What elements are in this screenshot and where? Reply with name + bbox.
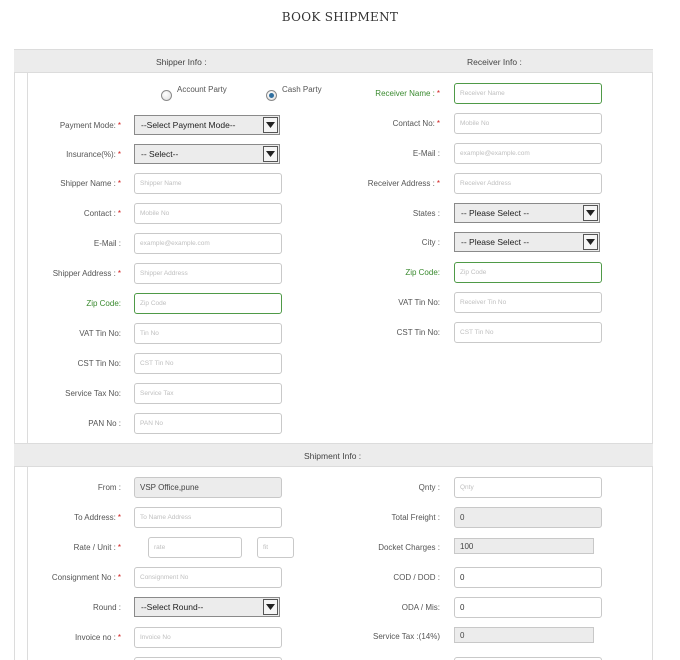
account-party-radio[interactable] (161, 85, 227, 101)
shipper-cst-input[interactable] (134, 353, 282, 374)
cod-dod-label: COD / DOD : (393, 573, 440, 582)
service-tax-no-input[interactable] (134, 383, 282, 404)
receiver-vat-input[interactable] (454, 292, 602, 313)
oda-mis-label: ODA / Mis: (401, 603, 440, 612)
receiver-contact-input[interactable] (454, 113, 602, 134)
rate-unit-label: Rate / Unit : * (73, 543, 121, 552)
states-select[interactable]: -- Please Select -- (454, 203, 600, 223)
dropdown-arrow-icon (263, 117, 278, 133)
consignment-no-label: Consignment No : * (51, 573, 121, 582)
payment-mode-label: Payment Mode: * (59, 121, 121, 130)
rate-input[interactable] (148, 537, 242, 558)
shipper-contact-input[interactable] (134, 203, 282, 224)
dropdown-arrow-icon (263, 146, 278, 162)
insurance-label: Insurance(%): * (66, 150, 121, 159)
shipment-info-heading: Shipment Info : (304, 451, 362, 461)
dropdown-arrow-icon (583, 234, 598, 250)
invoice-no-label: Invoice no : * (74, 633, 121, 642)
from-label: From : (97, 483, 121, 492)
account-party-label: Account Party (177, 85, 227, 94)
inner-divider-left (27, 73, 28, 443)
total-freight-input[interactable] (454, 507, 602, 528)
round-select[interactable]: --Select Round-- (134, 597, 280, 617)
shipper-contact-label: Contact : * (83, 209, 121, 218)
receiver-info-heading: Receiver Info : (467, 57, 522, 67)
round-label: Round : (92, 603, 121, 612)
shipment-section-header (14, 443, 653, 467)
receiver-name-label: Receiver Name : * (375, 89, 440, 98)
receiver-vat-label: VAT Tin No: (398, 298, 440, 307)
dropdown-arrow-icon (263, 599, 278, 615)
invoice-no-input[interactable] (134, 627, 282, 648)
shipper-email-input[interactable] (134, 233, 282, 254)
radio-icon (161, 90, 172, 101)
service-tax-label: Service Tax :(14%) (373, 632, 440, 641)
receiver-email-input[interactable] (454, 143, 602, 164)
shipper-name-input[interactable] (134, 173, 282, 194)
radio-selected-icon (266, 90, 277, 101)
total-freight-label: Total Freight : (391, 513, 440, 522)
page-title: BOOK SHIPMENT (281, 10, 399, 24)
receiver-cst-label: CST Tin No: (396, 328, 440, 337)
party-section-header (14, 49, 653, 73)
service-tax-input[interactable] (454, 627, 594, 643)
qnty-input[interactable] (454, 477, 602, 498)
from-input[interactable] (134, 477, 282, 498)
to-address-input[interactable] (134, 507, 282, 528)
receiver-zip-label: Zip Code: (405, 268, 440, 277)
shipper-name-label: Shipper Name : * (60, 179, 121, 188)
shipper-zip-input[interactable] (134, 293, 282, 314)
shipper-vat-input[interactable] (134, 323, 282, 344)
qnty-label: Qnty : (418, 483, 440, 492)
pan-no-input[interactable] (134, 413, 282, 434)
shipper-email-label: E-Mail : (93, 239, 121, 248)
cash-party-label: Cash Party (282, 85, 322, 94)
city-select[interactable]: -- Please Select -- (454, 232, 600, 252)
receiver-name-input[interactable] (454, 83, 602, 104)
docket-charges-input[interactable] (454, 538, 594, 554)
shipper-info-heading: Shipper Info : (156, 57, 207, 67)
shipper-address-label: Shipper Address : * (52, 269, 121, 278)
shipper-cst-label: CST Tin No: (77, 359, 121, 368)
cod-dod-input[interactable] (454, 567, 602, 588)
receiver-cst-input[interactable] (454, 322, 602, 343)
pan-no-label: PAN No : (88, 419, 121, 428)
shipper-address-input[interactable] (134, 263, 282, 284)
unit-input[interactable] (257, 537, 294, 558)
receiver-address-input[interactable] (454, 173, 602, 194)
payment-mode-select[interactable]: --Select Payment Mode-- (134, 115, 280, 135)
receiver-contact-label: Contact No: * (392, 119, 440, 128)
receiver-zip-input[interactable] (454, 262, 602, 283)
cash-party-radio[interactable] (266, 85, 322, 101)
consignment-no-input[interactable] (134, 567, 282, 588)
inner-divider-left-2 (27, 467, 28, 660)
receiver-email-label: E-Mail : (412, 149, 440, 158)
receiver-address-label: Receiver Address : * (367, 179, 440, 188)
insurance-select[interactable]: -- Select-- (134, 144, 280, 164)
docket-charges-label: Docket Charges : (378, 543, 440, 552)
city-label: City : (421, 238, 440, 247)
states-label: States : (412, 209, 440, 218)
shipper-zip-label: Zip Code: (86, 299, 121, 308)
service-tax-no-label: Service Tax No: (65, 389, 121, 398)
to-address-label: To Address: * (74, 513, 121, 522)
oda-mis-input[interactable] (454, 597, 602, 618)
shipper-vat-label: VAT Tin No: (79, 329, 121, 338)
dropdown-arrow-icon (583, 205, 598, 221)
